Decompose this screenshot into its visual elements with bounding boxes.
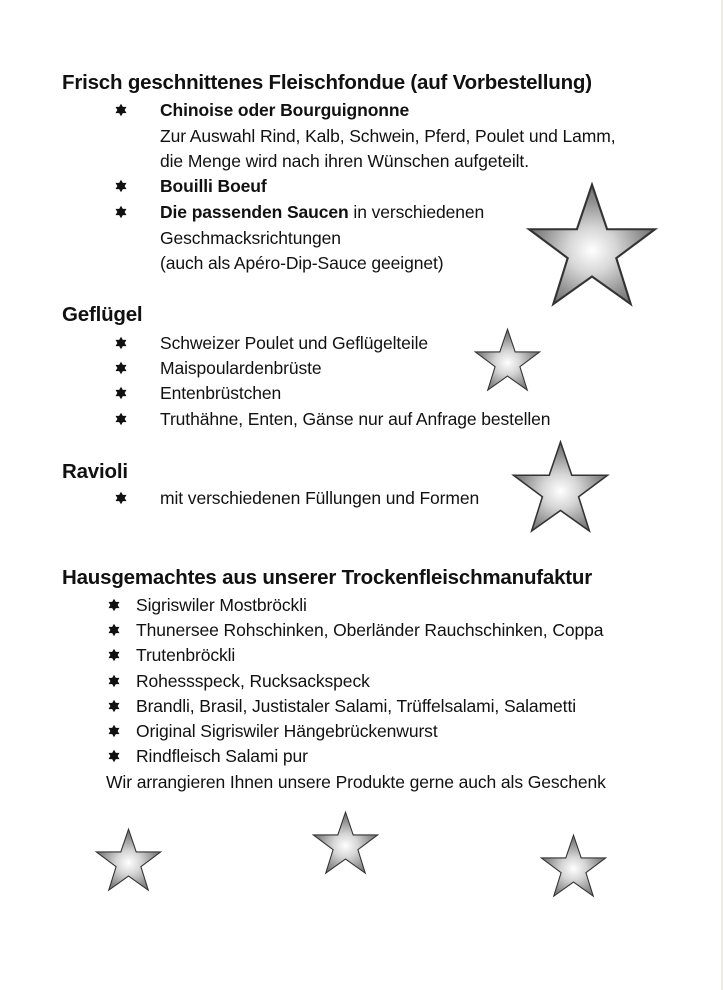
item-bouilli: Bouilli Boeuf	[160, 176, 267, 196]
six-point-star-icon	[107, 674, 121, 688]
six-point-star-icon	[114, 361, 128, 375]
six-point-star-icon	[114, 205, 128, 219]
item-chinoise: Chinoise oder Bourguignonne	[160, 100, 410, 120]
item-saucen-rest: in verschiedenen	[348, 202, 485, 222]
six-point-star-icon	[114, 103, 128, 117]
item-chinoise-desc-2: die Menge wird nach ihren Wünschen aufgeteilt.	[160, 151, 529, 171]
section-heading-ravioli: Ravioli	[62, 460, 128, 483]
six-point-star-icon	[107, 699, 121, 713]
six-point-star-icon	[114, 336, 128, 350]
section-heading-trockenfleisch: Hausgemachtes aus unserer Trockenfleischmanufaktur	[62, 566, 593, 589]
item-truthaehne: Truthähne, Enten, Gänse nur auf Anfrage bestellen	[160, 409, 551, 429]
silver-star-icon	[510, 440, 611, 534]
silver-star-icon	[95, 825, 162, 895]
six-point-star-icon	[114, 386, 128, 400]
six-point-star-icon	[114, 412, 128, 426]
item-saucen	[160, 202, 484, 223]
item-mostbroeckli: Sigriswiler Mostbröckli	[136, 595, 307, 615]
section-heading-gefluegel: Geflügel	[62, 303, 143, 326]
gift-note: Wir arrangieren Ihnen unsere Produkte gerne auch als Geschenk	[106, 772, 606, 792]
six-point-star-icon	[107, 598, 121, 612]
item-salami: Brandli, Brasil, Justistaler Salami, Trüffelsalami, Salametti	[136, 696, 576, 716]
item-poulet: Schweizer Poulet und Geflügelteile	[160, 333, 429, 353]
section-heading-fleischfondue: Frisch geschnittenes Fleischfondue (auf Vorbestellung)	[62, 71, 592, 94]
item-speck: Rohessspeck, Rucksackspeck	[136, 671, 370, 691]
item-ravioli: mit verschiedenen Füllungen und Formen	[160, 488, 480, 508]
item-chinoise-desc-1: Zur Auswahl Rind, Kalb, Schwein, Pferd, Poulet und Lamm,	[160, 126, 616, 146]
six-point-star-icon	[107, 749, 121, 763]
six-point-star-icon	[114, 179, 128, 193]
silver-star-icon	[540, 831, 607, 901]
item-trutenbroeckli: Trutenbröckli	[136, 645, 236, 665]
silver-star-icon	[525, 182, 659, 308]
silver-star-icon	[312, 808, 379, 878]
item-saucen-desc-1: Geschmacksrichtungen	[160, 228, 341, 248]
six-point-star-icon	[107, 623, 121, 637]
item-rindfleisch-salami: Rindfleisch Salami pur	[136, 746, 308, 766]
item-entenbruestchen: Entenbrüstchen	[160, 383, 282, 403]
item-saucen-bold: Die passenden Saucen	[160, 202, 349, 222]
item-maispoularden: Maispoulardenbrüste	[160, 358, 322, 378]
silver-star-icon	[474, 325, 541, 395]
six-point-star-icon	[114, 491, 128, 505]
item-rohschinken: Thunersee Rohschinken, Oberländer Rauchschinken, Coppa	[136, 620, 604, 640]
six-point-star-icon	[107, 724, 121, 738]
item-saucen-desc-2: (auch als Apéro-Dip-Sauce geeignet)	[160, 253, 444, 273]
item-haengebrueckenwurst: Original Sigriswiler Hängebrückenwurst	[136, 721, 438, 741]
six-point-star-icon	[107, 648, 121, 662]
